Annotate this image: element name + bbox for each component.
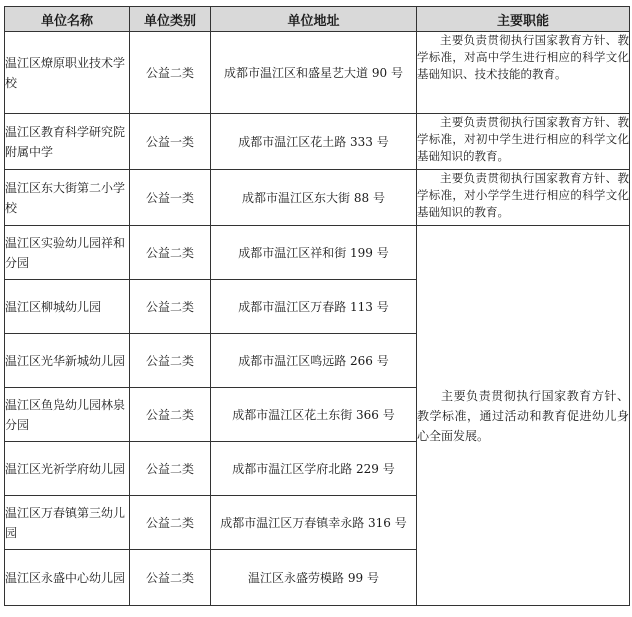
unit-type: 公益二类 bbox=[130, 496, 211, 550]
unit-duty: 主要负责贯彻执行国家教育方针、教学标准，对高中学生进行相应的科学文化基础知识、技术技能的教育。 bbox=[417, 32, 630, 114]
header-duty: 主要职能 bbox=[417, 7, 630, 32]
header-address: 单位地址 bbox=[211, 7, 417, 32]
unit-name: 温江区柳城幼儿园 bbox=[5, 280, 130, 334]
unit-name: 温江区光华新城幼儿园 bbox=[5, 334, 130, 388]
units-table bbox=[4, 6, 630, 606]
unit-name: 温江区实验幼儿园祥和分园 bbox=[5, 226, 130, 280]
unit-address: 成都市温江区东大街 88 号 bbox=[211, 170, 417, 226]
unit-type: 公益二类 bbox=[130, 388, 211, 442]
table-row bbox=[5, 226, 630, 280]
unit-address: 成都市温江区学府北路 229 号 bbox=[211, 442, 417, 496]
unit-type: 公益二类 bbox=[130, 550, 211, 606]
unit-type: 公益一类 bbox=[130, 114, 211, 170]
unit-duty: 主要负责贯彻执行国家教育方针、教学标准，对小学学生进行相应的科学文化基础知识的教育。 bbox=[417, 170, 630, 226]
unit-address: 成都市温江区祥和街 199 号 bbox=[211, 226, 417, 280]
unit-address: 成都市温江区万春路 113 号 bbox=[211, 280, 417, 334]
unit-address: 成都市温江区和盛星艺大道 90 号 bbox=[211, 32, 417, 114]
unit-address: 成都市温江区花土东街 366 号 bbox=[211, 388, 417, 442]
unit-name: 温江区万春镇第三幼儿园 bbox=[5, 496, 130, 550]
unit-type: 公益二类 bbox=[130, 226, 211, 280]
unit-address: 成都市温江区万春镇幸永路 316 号 bbox=[211, 496, 417, 550]
unit-name: 温江区东大街第二小学校 bbox=[5, 170, 130, 226]
unit-name: 温江区鱼凫幼儿园林泉分园 bbox=[5, 388, 130, 442]
table-row bbox=[5, 32, 630, 114]
table-row bbox=[5, 170, 630, 226]
header-type: 单位类别 bbox=[130, 7, 211, 32]
header-row bbox=[5, 7, 630, 32]
kindergarten-duty: 主要负责贯彻执行国家教育方针、教学标准，通过活动和教育促进幼儿身心全面发展。 bbox=[417, 226, 630, 606]
unit-name: 温江区教育科学研究院附属中学 bbox=[5, 114, 130, 170]
unit-duty: 主要负责贯彻执行国家教育方针、教学标准，对初中学生进行相应的科学文化基础知识的教育。 bbox=[417, 114, 630, 170]
unit-address: 成都市温江区花土路 333 号 bbox=[211, 114, 417, 170]
unit-type: 公益二类 bbox=[130, 280, 211, 334]
unit-type: 公益一类 bbox=[130, 170, 211, 226]
unit-address: 成都市温江区鸣远路 266 号 bbox=[211, 334, 417, 388]
unit-type: 公益二类 bbox=[130, 334, 211, 388]
table-row bbox=[5, 114, 630, 170]
unit-type: 公益二类 bbox=[130, 32, 211, 114]
header-name: 单位名称 bbox=[5, 7, 130, 32]
unit-name: 温江区光祈学府幼儿园 bbox=[5, 442, 130, 496]
unit-type: 公益二类 bbox=[130, 442, 211, 496]
unit-name: 温江区永盛中心幼儿园 bbox=[5, 550, 130, 606]
unit-name: 温江区燎原职业技术学校 bbox=[5, 32, 130, 114]
unit-address: 温江区永盛劳模路 99 号 bbox=[211, 550, 417, 606]
